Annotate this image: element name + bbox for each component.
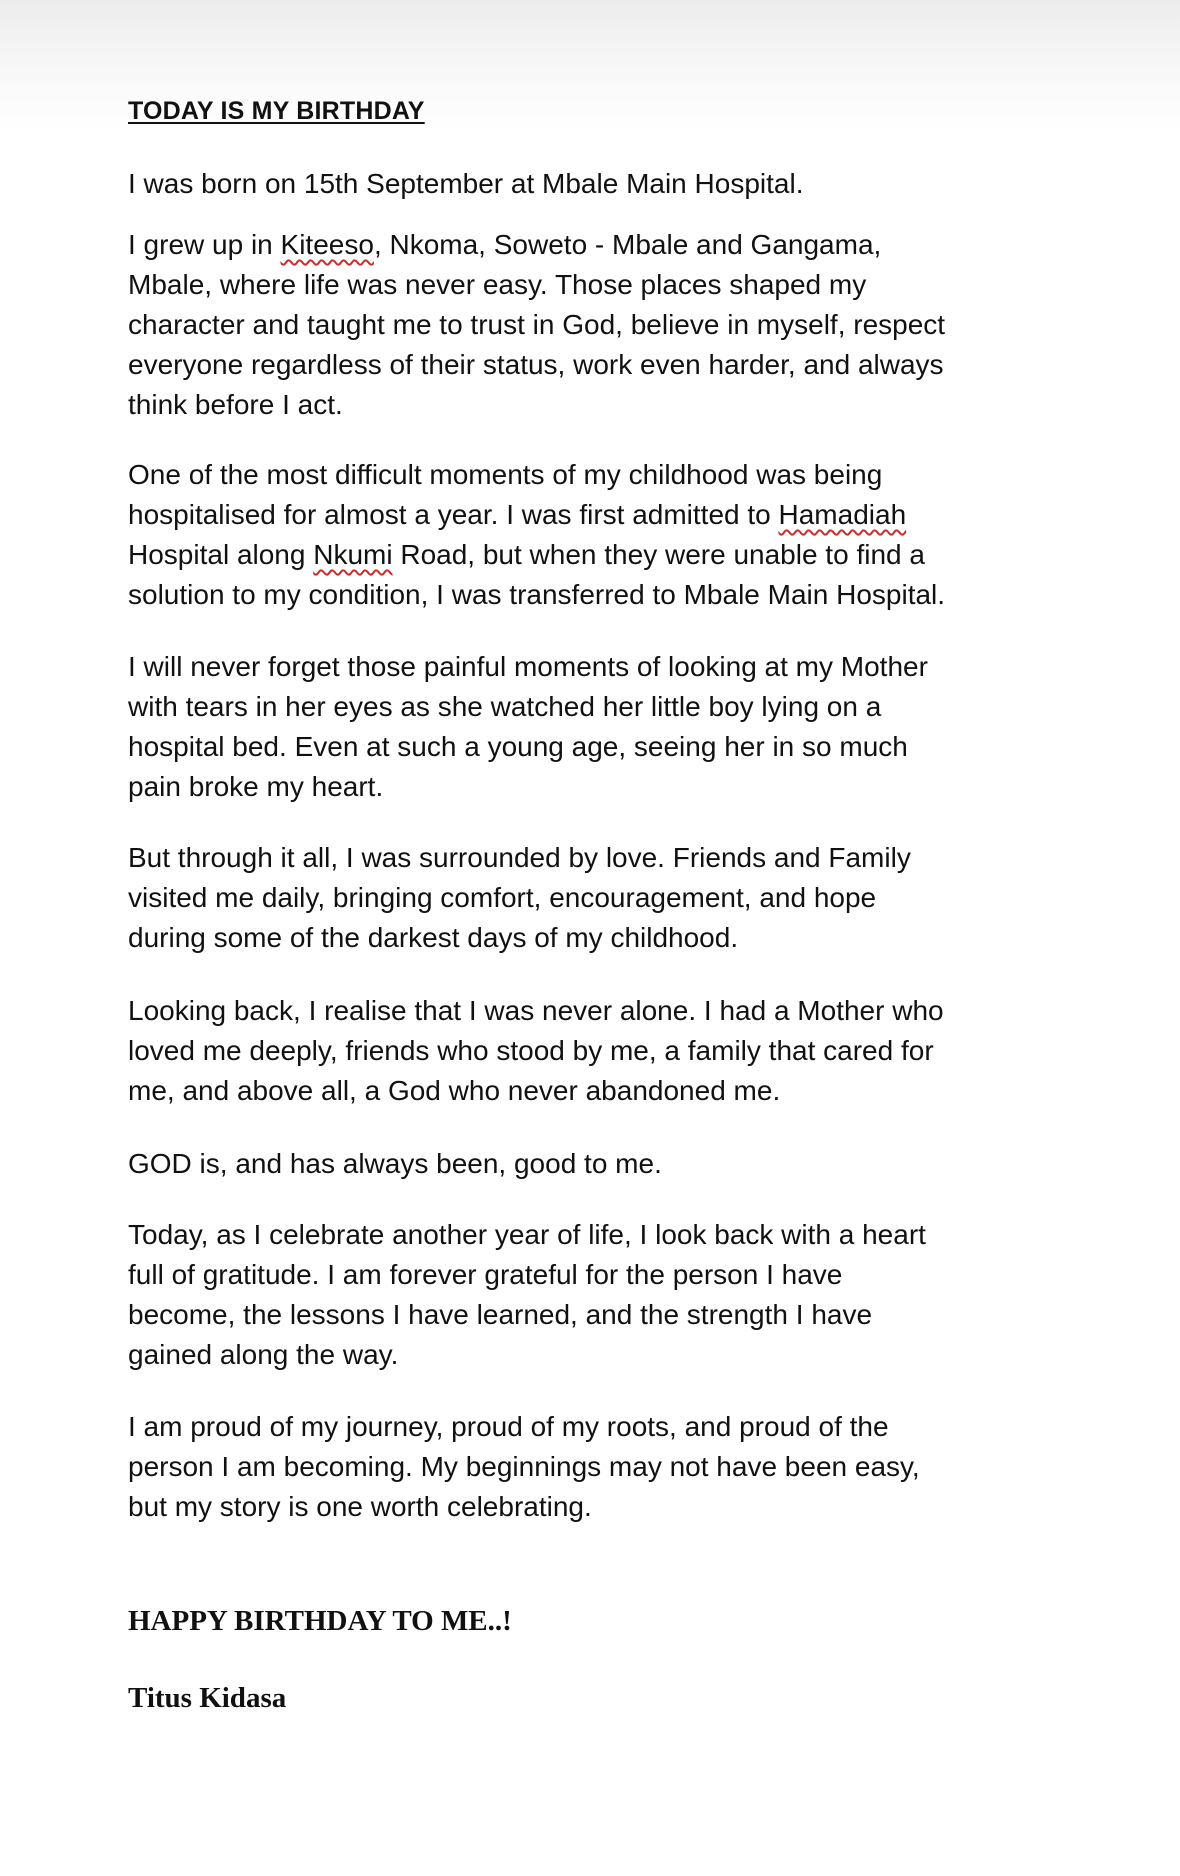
spellcheck-word-kiteeso[interactable]: Kiteeso — [280, 229, 374, 260]
paragraph-growing-up — [128, 225, 948, 425]
closing-line: HAPPY BIRTHDAY TO ME..! — [128, 1605, 512, 1637]
paragraph-proud: I am proud of my journey, proud of my roots, and proud of the person I am becoming. My beginnings may not have been easy, but my story is one worth celebrating. — [128, 1411, 920, 1522]
paragraph-love: But through it all, I was surrounded by love. Friends and Family visited me daily, bringing comfort, encouragement, and hope during some of the darkest days of my childhood. — [128, 842, 911, 953]
paragraph-text: , Nkoma, Soweto - Mbale and Gangama, Mbale, where life was never easy. Those places shaped my character and taught me to trust in God, believe in myself, respect everyone regardless of their status, work even harder, and always think before I act. — [128, 229, 946, 420]
document-title: TODAY IS MY BIRTHDAY — [128, 97, 425, 125]
paragraph-god: GOD is, and has always been, good to me. — [128, 1148, 662, 1179]
paragraph-text: Hospital along — [128, 539, 314, 570]
paragraph-text: One of the most difficult moments of my childhood was being hospitalised for almost a year. I was first admitted to — [128, 459, 883, 530]
paragraph-mother: I will never forget those painful moments of looking at my Mother with tears in her eyes as she watched her little boy lying on a hospital bed. Even at such a young age, seeing her in so much pain broke my heart. — [128, 651, 928, 802]
paragraph-hospitalised — [128, 455, 948, 615]
spellcheck-word-nkumi[interactable]: Nkumi — [313, 539, 393, 570]
paragraph-gratitude: Today, as I celebrate another year of life, I look back with a heart full of gratitude. I am forever grateful for the person I have become, the lessons I have learned, and the strength I have gained along the way. — [128, 1219, 926, 1370]
paragraph-text: I grew up in — [128, 229, 281, 260]
paragraph-text: Road, but when they were unable to find a solution to my condition, I was transferred to Mbale Main Hospital. — [128, 539, 946, 610]
spellcheck-word-hamadiah[interactable]: Hamadiah — [778, 499, 907, 530]
paragraph-looking-back: Looking back, I realise that I was never alone. I had a Mother who loved me deeply, friends who stood by me, a family that cared for me, and above all, a God who never abandoned me. — [128, 995, 944, 1106]
signature: Titus Kidasa — [128, 1682, 287, 1714]
paragraph-birth: I was born on 15th September at Mbale Main Hospital. — [128, 168, 804, 199]
document-body — [128, 94, 948, 1717]
